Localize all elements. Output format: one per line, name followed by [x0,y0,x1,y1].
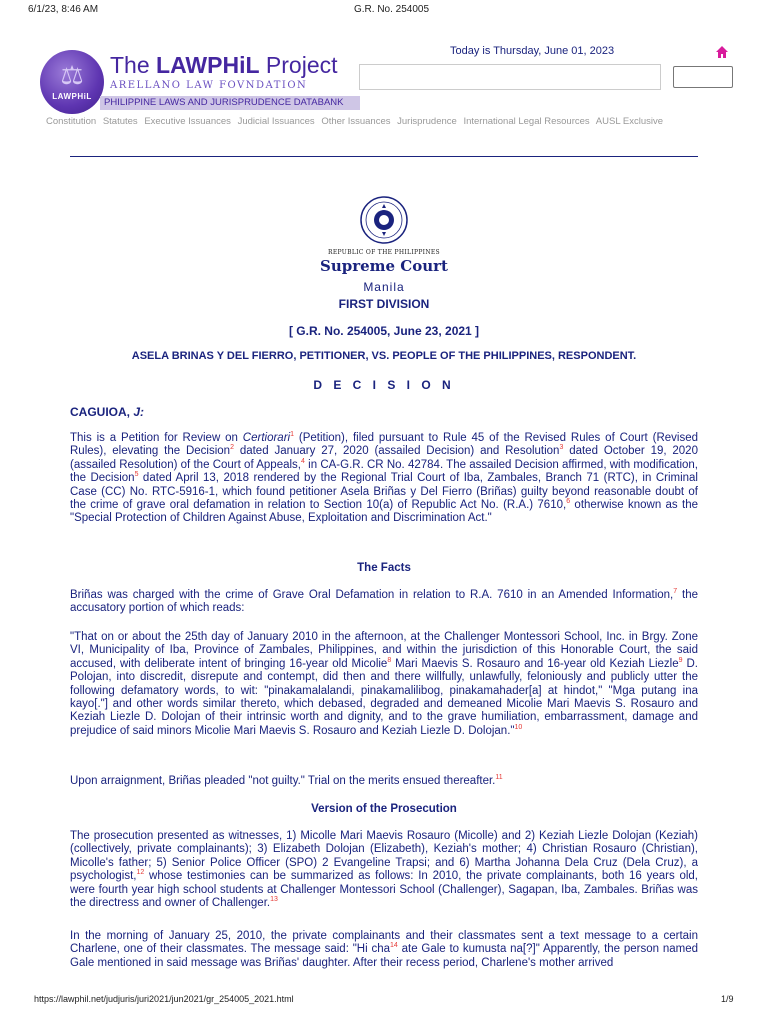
search-input[interactable] [359,64,661,90]
paragraph-charge: Briñas was charged with the crime of Grave Oral Defamation in relation to R.A. 7610 in an Amended Information,$^7$ the accusatory portion of which reads: [70,588,698,615]
site-foundation: ARELLANO LAW FOVNDATION [110,80,308,91]
main-nav [46,116,667,127]
footnote-link[interactable]: 13 [270,896,278,904]
search-button[interactable] [673,66,733,88]
today-date: Today is Thursday, June 01, 2023 [450,45,615,57]
divider [70,156,698,157]
nav-other-issuances[interactable]: Other Issuances [321,116,391,127]
print-datetime: 6/1/23, 8:46 AM [28,4,99,15]
footnote-link[interactable]: 1 [290,431,294,439]
site-title: The LAWPHiL Project [110,52,338,78]
nav-statutes[interactable]: Statutes [102,116,138,127]
paragraph-arraignment: Upon arraignment, Briñas pleaded "not guilty." Trial on the merits ensued thereafter.$^{11}$ [70,774,503,787]
home-icon[interactable] [715,45,729,59]
case-parties: ASELA BRINAS Y DEL FIERRO, PETITIONER, VS. PEOPLE OF THE PHILIPPINES, RESPONDENT. [131,350,637,362]
supreme-court-seal-icon [360,196,408,244]
case-number: [ G.R. No. 254005, June 23, 2021 ] [288,324,480,338]
nav-constitution[interactable]: Constitution [46,116,97,127]
logo-seal-text: LAWPHiL [52,92,92,101]
print-url: https://lawphil.net/judjuris/juri2021/jun2021/gr_254005_2021.html [34,994,294,1004]
print-doc-title: G.R. No. 254005 [354,4,430,15]
court-city: Manila [363,280,405,294]
site-databank: PHILIPPINE LAWS AND JURISPRUDENCE DATABANK [104,97,344,108]
nav-judicial-issuances[interactable]: Judicial Issuances [237,116,315,127]
site-logo[interactable] [36,46,356,114]
footnote-link[interactable]: 2 [230,444,234,452]
footnote-link[interactable]: 12 [136,869,145,877]
nav-jurisprudence[interactable]: Jurisprudence [397,116,457,127]
lawphil-seal-icon: ⚖ LAWPHiL [40,50,104,114]
nav-ausl-exclusive[interactable]: AUSL Exclusive [595,116,664,127]
footnote-link[interactable]: 5 [134,471,139,479]
republic-label: REPUBLIC OF THE PHILIPPINES [328,249,440,256]
court-division: FIRST DIVISION [338,297,430,311]
heading-facts: The Facts [357,562,411,574]
nav-executive-issuances[interactable]: Executive Issuances [144,116,231,127]
footnote-link[interactable]: 4 [301,457,305,465]
decision-heading: D E C I S I O N [313,378,455,392]
paragraph-intro: This is a Petition for Review on Certiorari$^1$ (Petition), filed pursuant to Rule 45 of the Revised Rules of Court (Revised Rules), elevating the Decision$^2$ dated January 27, 2020 (assailed Decision) and Resolution$^3$ dated October 19, 2020 (assailed Resolution) of the Court of Appeals,$^4$ in CA-G.R. CR No. 42784. The assailed Decision affirmed, with modification, the Decision$^5$ dated April 13, 2018 rendered by the Regional Trial Court of Iba, Zambales, Branch 71 (RTC), in Criminal Case (CC) No. RTC-5916-1, which found petitioner Asela Briñas y Del Fierro (Briñas) guilty beyond reasonable doubt of the crime of grave oral defamation in relation to Section 10(a) of Republic Act No. (R.A.) 7610,$^6$ otherwise known as the "Special Protection of Children Against Abuse, Exploitation and Discrimination Act." [70,431,699,525]
footnote-link[interactable]: 6 [566,498,571,506]
court-name: Supreme Court [320,257,448,275]
footnote-link[interactable]: 8 [387,656,392,664]
paragraph-information: "That on or about the 25th day of January 2010 in the afternoon, at the Challenger Montessori School, Inc. in Brgy. Zone VI, Municipality of Iba, Province of Zambales, Philippines, and within the jurisdiction of this Honorable Court, the said accused, with deliberate intent of bringing 16-year old Micolie$^8$ Mari Maevis S. Rosauro and 16-year old Keziah Liezle$^9$ D. Polojan, into discredit, disrepute and contempt, did then and there willfully, unlawfully, feloniously and publicly utter the following defamatory words, to wit: "pinakamalalandi, pinakamalilibog, pinakamahader[a] at hindot," "Mga putang ina kayo[."] and other words similar thereto, which debased, degraded and demeaned Micolie Mari Maevis S. Rosauro and Keziah Liezle D. Dolojan of their intrinsic worth and dignity, and to the grave humiliation, embarrassment, damage and prejudice of said minors Micolie Mari Maevis S. Rosauro and Keziah Liezle D. Dolojan."$^{10}$ [70,631,698,737]
footnote-link[interactable]: 3 [559,444,564,452]
paragraph-text-message: In the morning of January 25, 2010, the private complainants and their classmates sent a text message to a certain Charlene, one of their classmates. The message said: "Hi cha$^{14}$ ate Gale to kumusta na[?]" Apparently, the person named Gale mentioned in said message was Briñas' daughter. After their recess period, Charlene's mother arrived [70,930,699,969]
footnote-link[interactable]: 9 [678,656,683,664]
footnote-link[interactable]: 14 [390,942,398,950]
footnote-link[interactable]: 10 [514,724,523,732]
footnote-link[interactable]: 11 [495,774,503,782]
heading-prosecution: Version of the Prosecution [311,803,457,815]
paragraph-witnesses: The prosecution presented as witnesses, 1) Micolle Mari Maevis Rosauro (Micolle) and 2) Keziah Liezle Dolojan (Keziah) (collectively, private complainants); 3) Elizabeth Dolojan (Elizabeth), Keziah's mother; 4) Christian Rosauro (Christian), Micolle's father; 5) Senior Police Officer (SPO) 2 Evangeline Trapsi; and 6) Martha Johanna Dela Cruz (Dela Cruz), a psychologist,$^{12}$ whose testimonies can be summarized as follows: In 2010, the private complainants, both 16 years old, were fourth year high school students at Challenger Montessori School (Challenger), Sagapan, Iba, Zambales. Briñas was the directress and owner of Challenger.$^{13}$ [70,830,698,910]
nav-international-legal-resources[interactable]: International Legal Resources [463,116,590,127]
footnote-link[interactable]: 7 [673,588,678,596]
ponente: CAGUIOA, J: [70,405,145,419]
print-page-number: 1/9 [721,994,734,1004]
